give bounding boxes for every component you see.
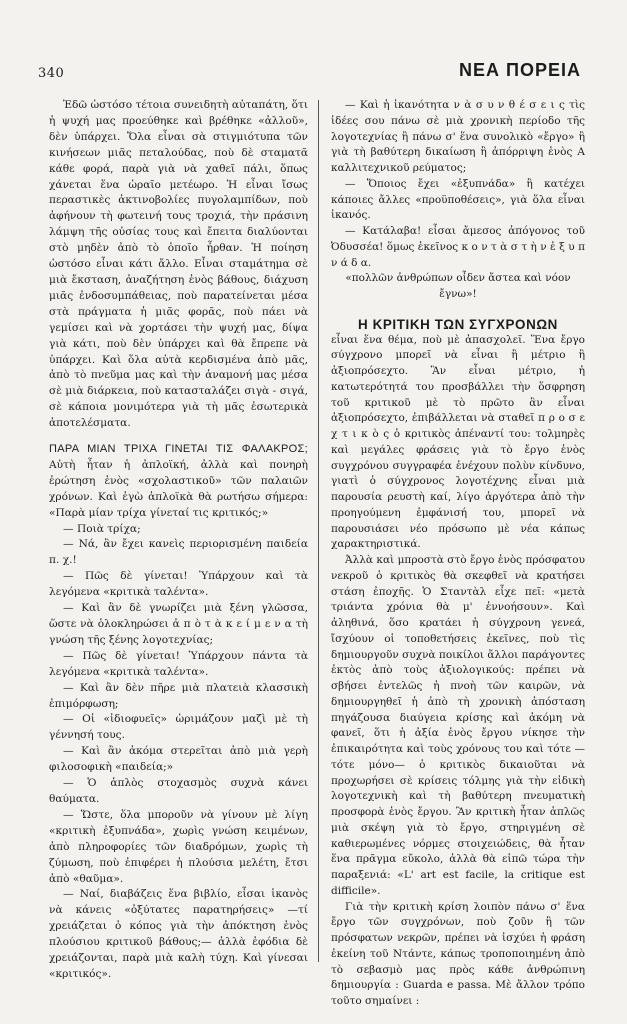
dialogue-line: — Καὶ ἂν ἀκόμα στερεῖται ἀπὸ μιὰ γερὴ φιλοσοφικὴ «παιδεία;»	[49, 745, 308, 774]
dialogue-line: — Νά, ἂν ἔχει κανεὶς περιορισμένη παιδεία π. χ.!	[49, 538, 308, 567]
right-column	[331, 98, 585, 1010]
paragraph: Γιὰ τὴν κριτικὴ κρίση λοιπὸν πάνω σ' ἕνα ἔργο τῶν συγχρόνων, ποὺ ζοῦν ἢ τῶν πρόσφατων νεκρῶν, πρέπει νὰ ἰσχύει ἡ φράση ἐκείνη τοῦ Ντάντε, κάπως τροποποιημένη ἀπὸ τὸ σεβασμὸ μας πρὸς κάθε ἀνθρώπινη δημιουργία : Guarda e passa. Μὲ ἄλλον τρόπο τοῦτο σημαίνει :	[331, 900, 585, 1007]
dialogue-line: — Ὁ ἁπλὸς στοχασμὸς συχνὰ κάνει θαύματα.	[49, 777, 308, 805]
section-heading: Η ΚΡΙΤΙΚΗ ΤΩΝ ΣΥΓΧΡΟΝΩΝ	[358, 316, 558, 332]
dialogue-line: — Καὶ ἡ ἱκανότητα ν ὰ σ υ ν θ έ σ ε ι ς τὶς ἰδέες σου πάνω σὲ μιὰ χρονικὴ περίοδο τῆς λογοτεχνίας ἢ πάνω σ' ἕνα συνολικὸ «ἔργο» ἢ γιὰ τὴ βαθύτερη δικαίωση ἢ ἀπόρριψη ἑνὸς Α καλλιτεχνικοῦ ρεύματος;	[331, 99, 585, 174]
quotation: «πολλῶν ἀνθρώπων οἶδεν ἄστεα καὶ νόον ἔγνω»!	[345, 272, 571, 300]
section-paragraph	[49, 442, 308, 522]
paragraph-text: Αὐτὴ ἦταν ἡ ἁπλοϊκή, ἀλλὰ καὶ πονηρὴ ἐρώτηση ἑνὸς «σχολαστικοῦ» τῶν παλαιῶν χρόνων. Καὶ ἐγὼ ἁπλοϊκὰ θὰ ρωτήσω σήμερα: «Παρὰ μίαν τρίχα γίνεταί τις κριτικός;»	[49, 458, 308, 519]
paragraph: Ἀλλὰ καὶ μπροστὰ στὸ ἔργο ἑνὸς πρόσφατου νεκροῦ ὁ κριτικὸς θὰ σκεφθεῖ νὰ κρατήσει στάση ἐποχῆς. Ὁ Σταντὰλ εἶχε πεῖ: «μετὰ τριάντα χρόνια θὰ μ' ἐννοήσουν». Καὶ ἀληθινά, ὅσο κρατάει ἡ σύγχρονη γενεά, ἴσχύουν οἱ τοποθετήσεις ἐκεῖνες, ποὺ τὶς δημιουργοῦν συχνὰ ποικίλοι ἄλλοι παράγοντες ἐκτὸς ἀπὸ τοὺς ἀξιολογικούς: πρέπει νὰ σβήσει ἐντελῶς ἡ πνοὴ τῶν καιρῶν, νὰ δημιουργηθεῖ ἡ ἀπὸ τὴ χρονικὴ ἀπόσταση πηγάζουσα διαύγεια κρίσης καὶ ἀκόμη νὰ φανεῖ, ὅτι ἡ ἀξία ἑνὸς ἔργου νίκησε τὴν ἐπικαιρότητα καὶ τοὺς χρόνους του καὶ τότε —τότε μόνο— ὁ κριτικὸς δικαιοῦται νὰ προχωρήσει σὲ κρίσεις τόλμης γιὰ τὴν εἰδικὴ λογοτεχνικὴ καὶ τὴ βαθύτερη πνευματικὴ προσφορὰ ἑνὸς ἔργου. Ἂν κριτικὴ ἦταν ἁπλῶς μιὰ σκέψη γιὰ τὸ ἔργο, στηριγμένη σὲ καθιερωμένες νόρμες στοιχειώδεις, θὰ ἦταν ἕνα πρᾶγμα εὔκολο, ἀλλὰ θὰ εἰπῶ τώρα τὴν παραξενιά: «L' art est facile, la critique est difficile».	[331, 554, 585, 897]
left-column	[49, 98, 308, 983]
dialogue-line: — Ὥστε, ὅλα μποροῦν νὰ γίνουν μὲ λίγη «κριτικὴ ἐξυπνάδα», χωρὶς γνώση κειμένων, ἀπὸ πληροφορίες τῶν διαδρόμων, χωρὶς τὴ ζύμωση, ποὺ ἐπιφέρει ἡ πλούσια μελέτη, ἔτσι ἀπὸ «θαῦμα».	[49, 808, 308, 885]
dialogue-line: — Πῶς δὲ γίνεται! Ὑπάρχουν πάντα τὰ λεγόμενα «κριτικὰ ταλέντα».	[49, 649, 308, 678]
dialogue-line: — Κατάλαβα! εἶσαι ἄμεσος ἀπόγονος τοῦ Ὀδυσσέα! ὅμως ἐκεῖνος κ ο ν τ ὰ σ τ ὴ ν ἐ ξ υ π ν ά δ α.	[331, 225, 585, 269]
column-divider	[318, 100, 319, 962]
paragraph: εἶναι ἕνα θέμα, ποὺ μὲ ἀπασχολεῖ. Ἕνα ἔργο σύγχρονο μπορεῖ νὰ εἶναι ἢ μέτριο ἢ ἀξιοπρόσεχτο. Ἂν εἶναι μέτριο, ἡ κατωτερότητά του προσβάλλει τὴν ὅσφρηση τοῦ κριτικοῦ μὲ τὸ πρῶτο ἂν εἶναι ἀξιοπρόσεχτο, ἐπιβάλλεται νὰ σταθεῖ π ρ ο σ ε χ τ ι κ ὸ ς ὁ κριτικὸς ἀπέναντί του: τολμηρὲς καὶ μεγάλες φράσεις γιὰ τὸ ἔργο ἑνὸς συγχρόνου συγγραφέα ἐνέχουν πολὺν κίνδυνο, γιατὶ ὁ σύγχρονος λογοτέχνης εἶναι μιὰ παρουσία ρευστὴ καί, λίγο ἀργότερα ἀπὸ τὴν προηγούμενη ἐμφάνισή του, μπορεῖ νὰ παρουσιάσει νέο πρόσωπο μὲ νέα κάπως χαρακτηριστικά.	[331, 333, 585, 551]
paragraph: Ἐδῶ ὡστόσο τέτοια συνειδητὴ αὐταπάτη, ὅτι ἡ ψυχή μας προεύθηκε καὶ βρέθηκε «ἀλλοῦ», δὲν ὑπάρχει. Ὅλα εἶναι σὰ στιγμιότυπα τῶν κινήσεων μιᾶς πεταλούδας, ποὺ δὲ σταματᾶ κάθε φορά, παρὰ γιὰ νὰ χαθεῖ πάλι, ὅπως χάνεται ἕνα ὡραῖο μετέωρο. Ἡ εἶναι ἴσως περαστικὲς ἀκτινοβολίες πυγολαμπίδων, ποὺ ἀφήνουν τὴ φωτεινή τους τροχιά, τὴν πράσινη λάμψη τῆς οὐσίας τους καὶ ἔπειτα διαλύονται στὸ μηδὲν ἀπὸ τὸ ὁποῖο ἦρθαν. Ἡ ποίηση ὡστόσο εἶναι κάτι ἄλλο. Εἶναι σταμάτημα σὲ μιὰ ἔκσταση, ἀναζήτηση ἑνὸς βάθους, διάχυση μιᾶς ἐνδοσυμπάθειας, ποὺ παρατείνεται μέσα στὰ πράγματα ἡ μιᾶς φορᾶς, ποὺ πάει νὰ γεμίσει καὶ νὰ χορτάσει τὴν ψυχή μας, δίψα γιὰ κάτι, ποὺ δὲν ὑπάρχει καὶ θὰ ἔπρεπε νὰ ὑπάρχει. Καὶ ὅλα αὐτὰ κερδισμένα ἀπὸ μᾶς, ἀπὸ τὸ πνεῦμα μας καὶ τὴν ἀναμονή μας μέσα σὲ μιὰ διάρκεια, ποὺ κατασταλάζει σιγὰ - σιγά, σὲ κάποια μονιμότερα γιὰ τὴ μᾶς ἐσωτερικὰ ἀποτελέσματα.	[49, 99, 308, 430]
dialogue-line: — Ναί, διαβάζεις ἕνα βιβλίο, εἶσαι ἱκανὸς νὰ κάνεις «ὀξύτατες παρατηρήσεις» —τί χρειάζεται ὁ κόπος γιὰ τὴν ἀπόκτηση ἑνὸς πλούσιου κριτικοῦ βάθους;— ἀλλὰ ἐφόδια δὲ χρειάζονται, παρὰ μιὰ καλὴ τύχη. Καὶ γίνεσαι «κριτικός».	[49, 888, 308, 980]
dialogue-line: — Οἱ «ἰδιοφυεῖς» ὡριμάζουν μαζὶ μὲ τὴ γέννησή τους.	[49, 713, 308, 742]
page-number: 340	[38, 66, 65, 81]
dialogue-line: — Ὅποιος ἔχει «ἐξυπνάδα» ἢ κατέχει κάποιες ἄλλες «προϋποθέσεις», γιὰ ὅλα εἶναι ἱκανός.	[331, 177, 585, 222]
dialogue-line: — Πῶς δὲ γίνεται! Ὑπάρχουν καὶ τὰ λεγόμενα «κριτικὰ ταλέντα».	[49, 570, 308, 599]
dialogue-line: — Καὶ ἂν δὲ γνωρίζει μιὰ ξένη γλῶσσα, ὥστε νὰ ὁλοκληρώσει ἀ π ὸ τ ὰ κ ε ί μ ε ν α τὴ γνώση τῆς ξένης λογοτεχνίας;	[49, 602, 308, 646]
dialogue-line: — Ποιὰ τρίχα;	[63, 522, 141, 535]
section-heading: ΠΑΡΑ ΜΙΑΝ ΤΡΙΧΑ ΓΙΝΕΤΑΙ ΤΙΣ ΦΑΛΑΚΡΟΣ;	[49, 443, 308, 456]
spacer	[49, 432, 308, 442]
dialogue-line: — Καὶ ἂν δὲν πῆρε μιὰ πλατειὰ κλασσικὴ ἐπιμόρφωση;	[49, 681, 308, 710]
running-title: ΝΕΑ ΠΟΡΕΙΑ	[458, 60, 581, 80]
